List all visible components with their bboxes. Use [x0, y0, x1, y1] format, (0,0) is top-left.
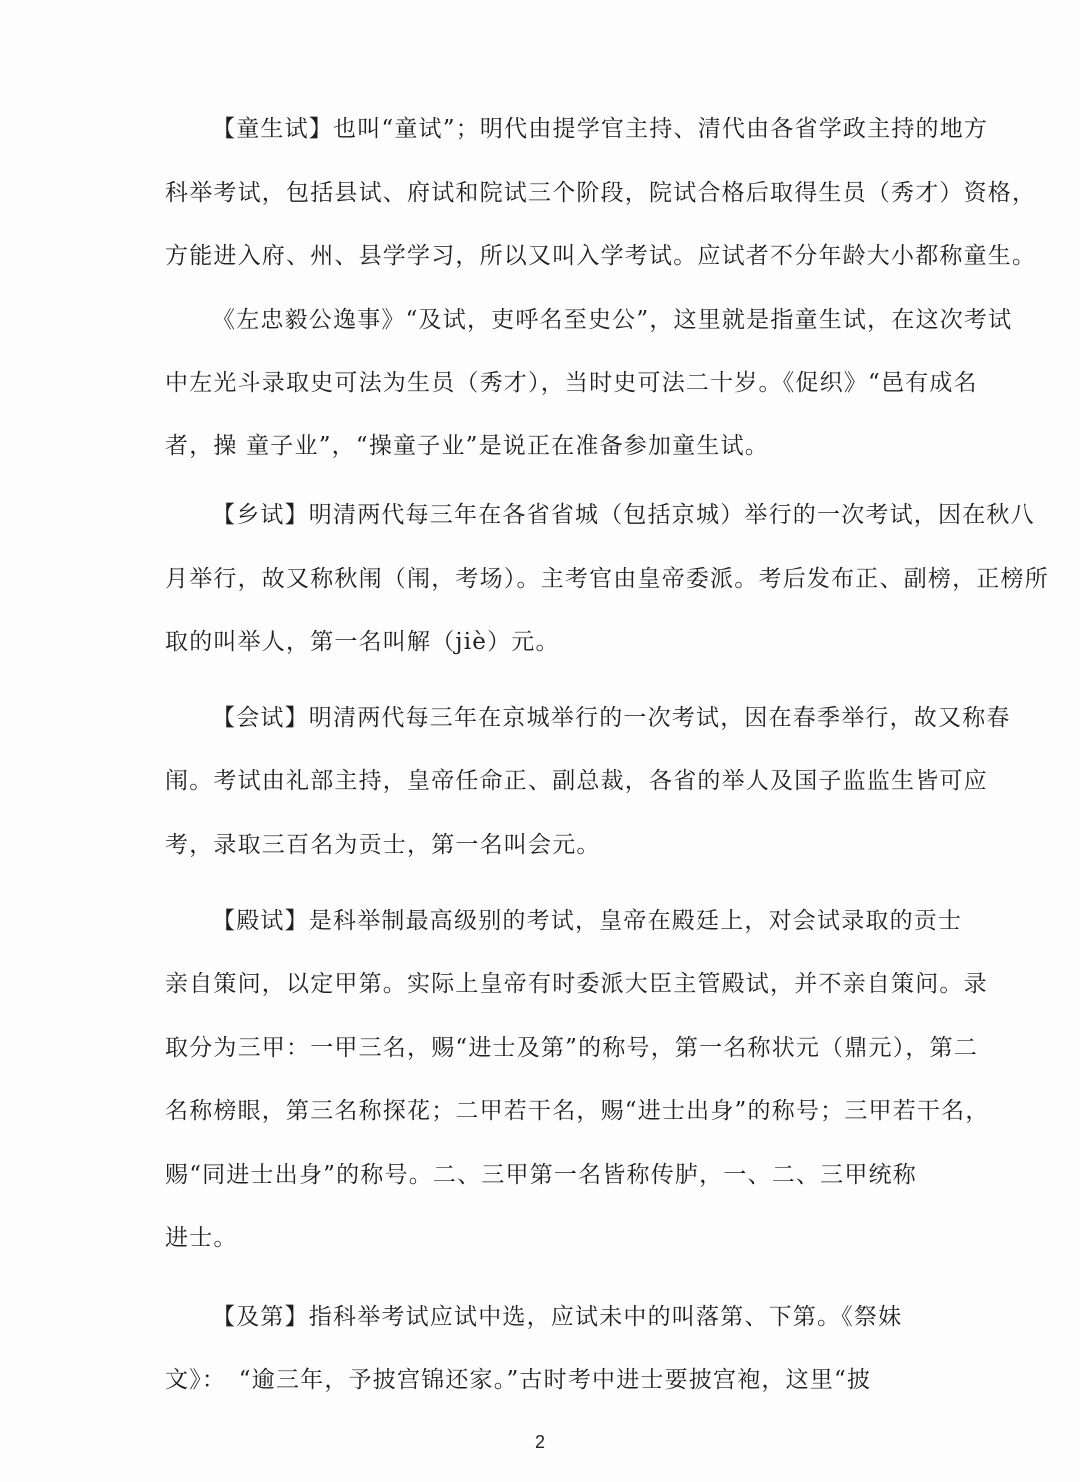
- paragraph-2-line-3: 者，操 童子业”，“操童子业”是说正在准备参加童生试。: [165, 433, 769, 459]
- paragraph-5-line-4: 名称榜眼，第三名称探花；二甲若干名，赐“进士出身”的称号；三甲若干名，: [165, 1098, 990, 1124]
- paragraph-3-line-3: 取的叫举人，第一名叫解（jiè）元。: [165, 629, 560, 655]
- paragraph-5-line-5: 赐“同进士出身”的称号。二、三甲第一名皆称传胪，一、二、三甲统称: [165, 1162, 917, 1188]
- paragraph-4-line-1: 【会试】明清两代每三年在京城举行的一次考试，因在春季举行，故又称春: [212, 705, 1011, 731]
- paragraph-3-line-1: 【乡试】明清两代每三年在各省省城（包括京城）举行的一次考试，因在秋八: [212, 502, 1035, 528]
- paragraph-1-line-3: 方能进入府、州、县学学习，所以又叫入学考试。应试者不分年龄大小都称童生。: [165, 243, 1037, 269]
- paragraph-5-line-2: 亲自策问，以定甲第。实际上皇帝有时委派大臣主管殿试，并不亲自策问。录: [165, 971, 988, 997]
- paragraph-5-line-6: 进士。: [165, 1225, 238, 1251]
- paragraph-4-line-2: 闱。考试由礼部主持，皇帝任命正、副总裁，各省的举人及国子监监生皆可应: [165, 768, 988, 794]
- paragraph-6-line-2: 文》： “逾三年，予披宫锦还家。”古时考中进士要披宫袍，这里“披: [165, 1367, 872, 1393]
- paragraph-3-line-2: 月举行，故又称秋闱（闱，考场）。主考官由皇帝委派。考后发布正、副榜，正榜所: [165, 566, 1049, 592]
- paragraph-2-line-1: 《左忠毅公逸事》“及试，吏呼名至史公”，这里就是指童生试，在这次考试: [212, 307, 1013, 333]
- page-number: 2: [534, 1432, 545, 1452]
- paragraph-1-line-1: 【童生试】也叫“童试”；明代由提学官主持、清代由各省学政主持的地方: [212, 116, 989, 142]
- paragraph-6-line-1: 【及第】指科举考试应试中选，应试未中的叫落第、下第。《祭妹: [212, 1304, 903, 1330]
- paragraph-5-line-3: 取分为三甲：一甲三名，赐“进士及第”的称号，第一名称状元（鼎元），第二: [165, 1035, 979, 1061]
- paragraph-1-line-2: 科举考试，包括县试、府试和院试三个阶段，院试合格后取得生员（秀才）资格，: [165, 180, 1037, 206]
- paragraph-2-line-2: 中左光斗录取史可法为生员（秀才），当时史可法二十岁。《促织》“邑有成名: [165, 370, 978, 396]
- paragraph-5-line-1: 【殿试】是科举制最高级别的考试，皇帝在殿廷上，对会试录取的贡士: [212, 908, 963, 934]
- paragraph-4-line-3: 考，录取三百名为贡士，第一名叫会元。: [165, 832, 601, 858]
